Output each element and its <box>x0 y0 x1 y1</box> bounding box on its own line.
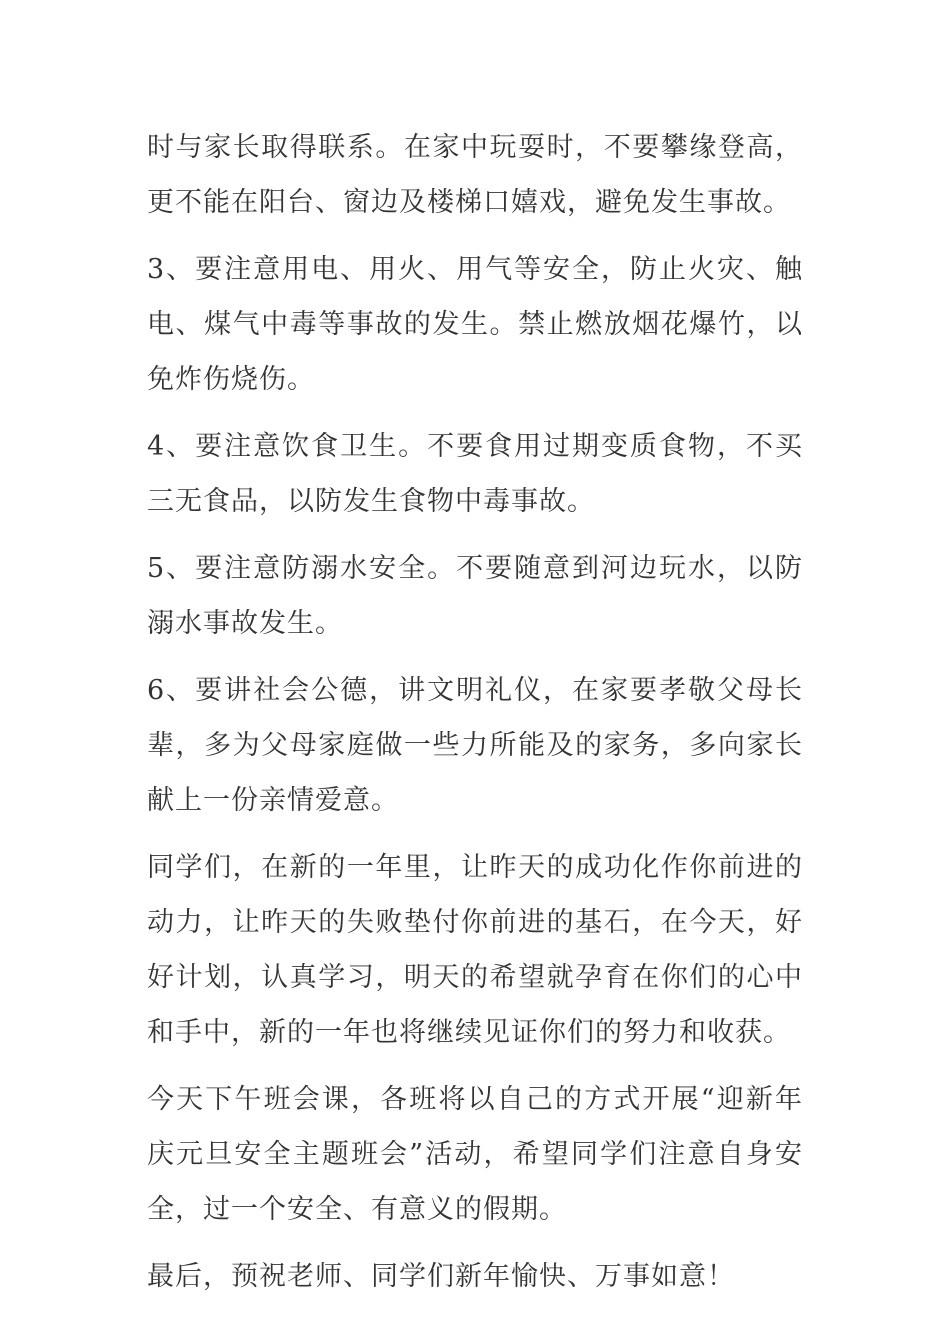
paragraph-fire-electric-safety: 3、要注意用电、用火、用气等安全，防止火灾、触电、煤气中毒等事故的发生。禁止燃放烟花爆竹，以免炸伤烧伤。 <box>147 254 803 395</box>
paragraph-food-hygiene: 4、要注意饮食卫生。不要食用过期变质食物，不买三无食品，以防发生食物中毒事故。 <box>147 431 803 517</box>
paragraph-drowning-safety: 5、要注意防溺水安全。不要随意到河边玩水，以防溺水事故发生。 <box>147 553 803 639</box>
paragraph-new-year-encouragement: 同学们，在新的一年里，让昨天的成功化作你前进的动力，让昨天的失败垫付你前进的基石，在今天，好好计划，认真学习，明天的希望就孕育在你们的心中和手中，新的一年也将继续见证你们的努力和收获。 <box>147 852 803 1048</box>
paragraph-contact-parents: 时与家长取得联系。在家中玩耍时，不要攀缘登高，更不能在阳台、窗边及楼梯口嬉戏，避免发生事故。 <box>147 132 803 218</box>
paragraph-class-meeting: 今天下午班会课，各班将以自己的方式开展“迎新年庆元旦安全主题班会”活动，希望同学们注意自身安全，过一个安全、有意义的假期。 <box>147 1084 803 1225</box>
paragraph-social-morality: 6、要讲社会公德，讲文明礼仪，在家要孝敬父母长辈，多为父母家庭做一些力所能及的家务，多向家长献上一份亲情爱意。 <box>147 675 803 816</box>
paragraph-closing-wishes: 最后，预祝老师、同学们新年愉快、万事如意！ <box>147 1261 735 1292</box>
document-body <box>147 120 803 1316</box>
